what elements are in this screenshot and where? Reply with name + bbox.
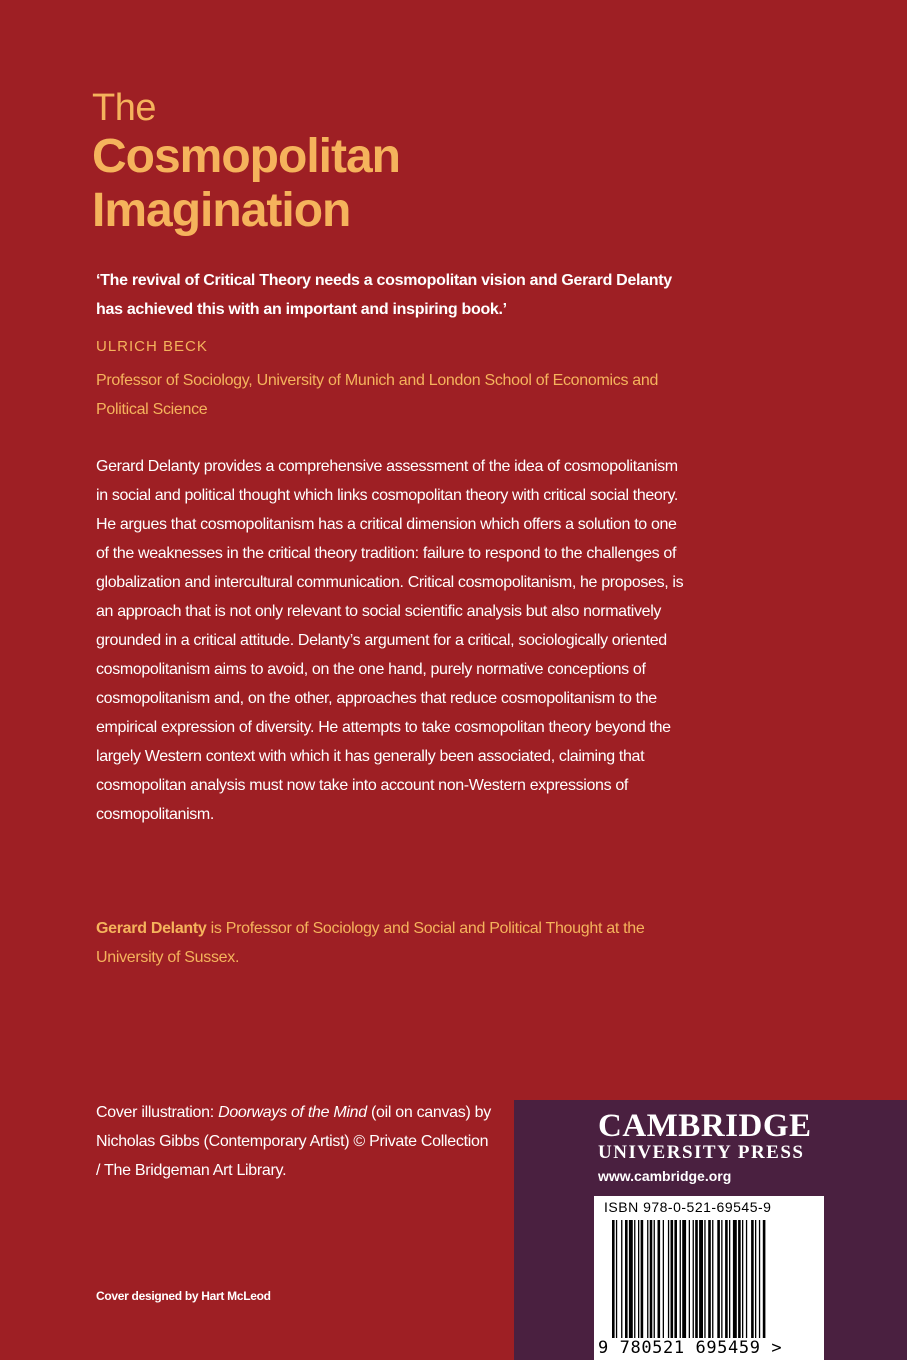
barcode-bar — [621, 1220, 622, 1338]
barcode-bar — [641, 1220, 644, 1338]
barcode-bar — [695, 1220, 698, 1338]
barcode-bar — [699, 1220, 703, 1338]
barcode-bar — [721, 1220, 722, 1338]
barcode-bar — [612, 1220, 615, 1338]
barcode-bar — [625, 1220, 628, 1338]
cover-illustration-credit — [96, 1098, 496, 1185]
barcode-bar — [682, 1220, 686, 1338]
publisher-url: www.cambridge.org — [598, 1168, 732, 1184]
barcode-bar — [751, 1220, 754, 1338]
book-title — [92, 86, 400, 238]
barcode-bar — [725, 1220, 728, 1338]
barcode-bar — [763, 1220, 766, 1338]
publisher-name: CAMBRIDGE — [598, 1108, 812, 1144]
title-line-1: The — [92, 87, 156, 129]
endorsement-quote: ‘The revival of Critical Theory needs a cosmopolitan vision and Gerard Delanty has achieved this with an important and inspiring book.’ — [96, 272, 672, 318]
barcode-bar — [755, 1220, 756, 1338]
author-bio — [96, 914, 656, 972]
isbn-barcode — [594, 1196, 824, 1360]
barcode-bar — [693, 1220, 694, 1338]
title-line-2: Cosmopolitan — [92, 130, 400, 183]
barcode-bar — [674, 1220, 677, 1338]
book-description: Gerard Delanty provides a comprehensive assessment of the idea of cosmopolitanism in social and political thought which links cosmopolitan theory with critical social theory. He argues that cosmopolitanism has a critical dimension which offers a solution to one of the weaknesses in the critical theory tradition: failure to respond to the challenges of globalization and intercultural communication. Critical cosmopolitanism, he proposes, is an approach that is not only relevant to social scientific analysis but also normatively grounded in a critical attitude. Delanty’s argument for a critical, sociologically oriented cosmopolitanism aims to avoid, on the one hand, purely normative conceptions of cosmopolitanism and, on the other, approaches that reduce cosmopolitanism to the empirical expression of diversity. He attempts to take cosmopolitan theory beyond the largely Western context with which it has generally been associated, claiming that cosmopolitan analysis must now take into account non-Western expressions of cosmopolitanism. — [96, 458, 684, 823]
title-line-3: Imagination — [92, 184, 351, 237]
publisher-panel — [514, 1100, 907, 1360]
cover-credit-prefix: Cover illustration: — [96, 1104, 219, 1121]
barcode-bars — [594, 1196, 824, 1360]
barcode-bar — [738, 1220, 741, 1338]
barcode-bar — [668, 1220, 669, 1338]
barcode-bar — [638, 1220, 639, 1338]
barcode-bar — [634, 1220, 635, 1338]
barcode-bar — [680, 1220, 681, 1338]
barcode-bar — [704, 1220, 705, 1338]
barcode-bar — [717, 1220, 720, 1338]
barcode-bar — [708, 1220, 711, 1338]
isbn-text: ISBN 978-0-521-69545-9 — [604, 1199, 772, 1215]
barcode-bar — [654, 1220, 655, 1338]
barcode-bar — [746, 1220, 747, 1338]
endorser-name: ULRICH BECK — [96, 338, 208, 355]
ean-digits: 9 780521 695459 > — [598, 1338, 783, 1358]
barcode-bar — [729, 1220, 730, 1338]
barcode-bar — [733, 1220, 737, 1338]
barcode-bar — [658, 1220, 661, 1338]
artwork-title: Doorways of the Mind — [218, 1104, 367, 1121]
publisher-press: UNIVERSITY PRESS — [598, 1142, 805, 1163]
cover-credit-suffix: (oil on canvas) by Nicholas Gibbs (Contemporary Artist) © Private Collection / The Bridgeman Art Library. — [96, 1104, 491, 1179]
barcode-bar — [742, 1220, 743, 1338]
author-bio-text: is Professor of Sociology and Social and Political Thought at the University of Sussex. — [96, 920, 645, 966]
author-name: Gerard Delanty — [96, 920, 207, 937]
barcode-bar — [689, 1220, 690, 1338]
endorser-role: Professor of Sociology, University of Munich and London School of Economics and Political Science — [96, 372, 659, 418]
barcode-bar — [616, 1220, 617, 1338]
barcode-bar — [663, 1220, 664, 1338]
designer-credit: Cover designed by Hart McLeod — [96, 1289, 271, 1303]
barcode-bar — [759, 1220, 760, 1338]
barcode-bar — [650, 1220, 653, 1338]
barcode-bar — [671, 1220, 674, 1338]
barcode-bar — [647, 1220, 648, 1338]
barcode-bar — [629, 1220, 633, 1338]
barcode-bar — [712, 1220, 713, 1338]
